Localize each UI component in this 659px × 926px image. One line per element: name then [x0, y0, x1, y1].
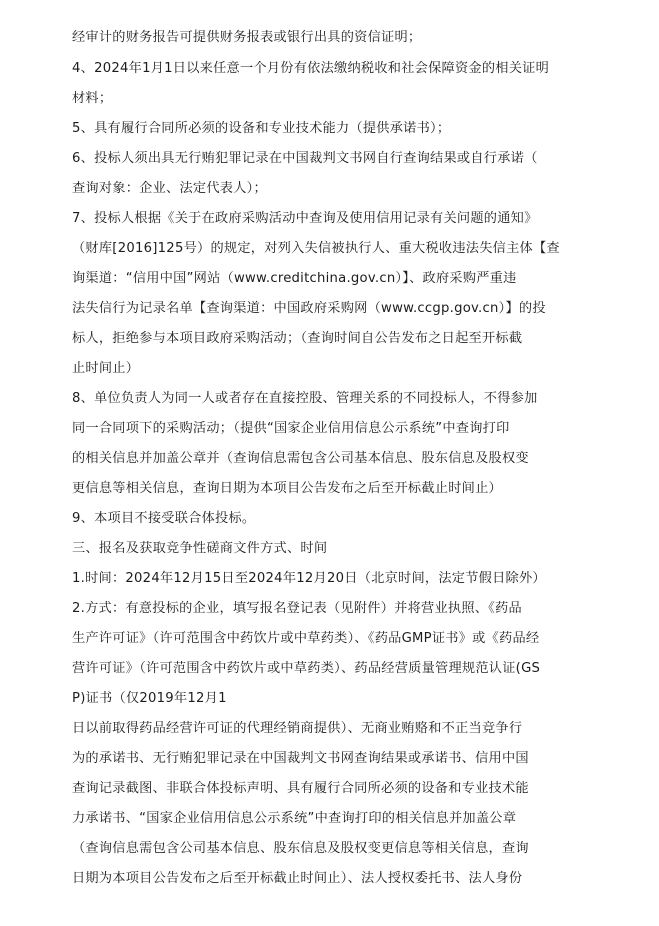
text-line: 8、单位负责人为同一人或者存在直接控股、管理关系的不同投标人，不得参加: [72, 391, 538, 406]
text-line: 查询记录截图、非联合体投标声明、具有履行合同所必须的设备和专业技术能: [72, 781, 529, 796]
text-line: 材料；: [72, 91, 113, 106]
text-line: 力承诺书、“国家企业信用信息公示系统”中查询打印的相关信息并加盖公章: [72, 811, 517, 826]
text-line: （财库[2016]125号）的规定，对列入失信被执行人、重大税收违法失信主体【查: [72, 241, 560, 256]
text-line: 查询对象：企业、法定代表人）；: [72, 181, 267, 196]
text-line: 经审计的财务报告可提供财务报表或银行出具的资信证明；: [72, 30, 422, 45]
text-line: 止时间止）: [72, 361, 140, 376]
text-line: P)证书（仅2019年12月1: [72, 691, 227, 706]
text-line: 询渠道：“信用中国”网站（www.creditchina.gov.cn）】、政府采购严重违: [72, 271, 517, 286]
text-line: 7、投标人根据《关于在政府采购活动中查询及使用信用记录有关问题的通知》: [72, 211, 538, 226]
text-line: 营许可证》（许可范围含中药饮片或中草药类）、药品经营质量管理规范认证(GS: [72, 661, 541, 676]
text-line: 生产许可证》（许可范围含中药饮片或中草药类）、《药品GMP证书》或《药品经: [72, 631, 540, 646]
text-line: 为的承诺书、无行贿犯罪记录在中国裁判文书网查询结果或承诺书、信用中国: [72, 751, 529, 766]
text-line: 5、具有履行合同所必须的设备和专业技术能力（提供承诺书）；: [72, 121, 451, 136]
text-line: 法失信行为记录名单【查询渠道：中国政府采购网（www.ccgp.gov.cn）】的投: [72, 301, 546, 316]
text-line: 同一合同项下的采购活动；（提供“国家企业信用信息公示系统”中查询打印: [72, 421, 510, 436]
text-line: （查询信息需包含公司基本信息、股东信息及股权变更信息等相关信息，查询: [72, 841, 529, 856]
text-line: 更信息等相关信息，查询日期为本项目公告发布之后至开标截止时间止）: [72, 481, 502, 496]
text-line: 9、本项目不接受联合体投标。: [72, 511, 256, 526]
text-line: 2.方式：有意投标的企业，填写报名登记表（见附件）并将营业执照、《药品: [72, 601, 522, 616]
text-line: 日期为本项目公告发布之后至开标截止时间止）、法人授权委托书、法人身份: [72, 871, 523, 886]
text-line: 1.时间：2024年12月15日至2024年12月20日（北京时间，法定节假日除外）: [72, 571, 546, 586]
text-line: 6、投标人须出具无行贿犯罪记录在中国裁判文书网自行查询结果或自行承诺（: [72, 151, 538, 166]
text-line: 标人，拒绝参与本项目政府采购活动；（查询时间自公告发布之日起至开标截: [72, 331, 523, 346]
text-line: 4、2024年1月1日以来任意一个月份有依法缴纳税收和社会保障资金的相关证明: [72, 61, 550, 76]
text-line: 的相关信息并加盖公章并（查询信息需包含公司基本信息、股东信息及股权变: [72, 451, 529, 466]
text-line: 日以前取得药品经营许可证的代理经销商提供）、无商业贿赂和不正当竞争行: [72, 721, 523, 736]
section-heading: 三、报名及获取竞争性磋商文件方式、时间: [72, 541, 328, 556]
